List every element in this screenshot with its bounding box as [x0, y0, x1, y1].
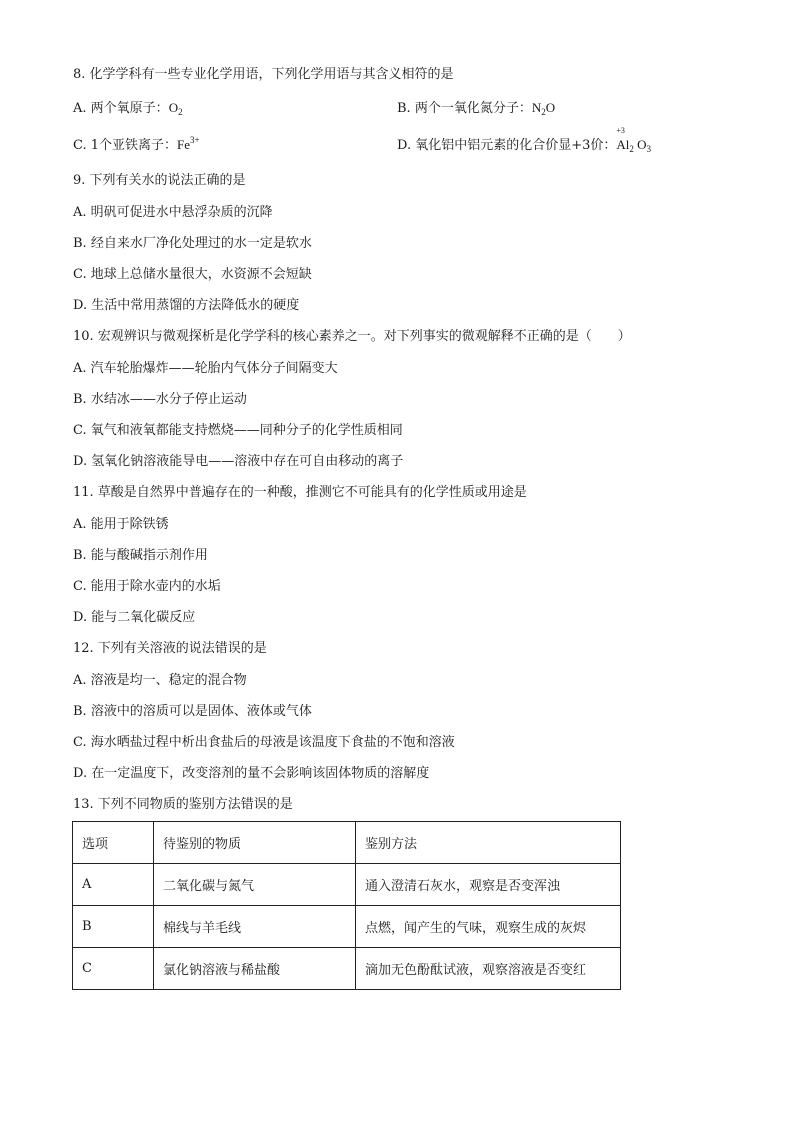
q12-option-a: A. 溶液是均一、稳定的混合物 [73, 673, 247, 688]
option-label: C. [73, 138, 87, 153]
q10-option-c: C. 氧气和液氧都能支持燃烧——同种分子的化学性质相同 [73, 423, 403, 438]
table-cell: 棉线与羊毛线 [154, 906, 356, 948]
table-header-cell: 选项 [73, 822, 154, 864]
q11-option-c: C. 能用于除水壶内的水垢 [73, 579, 221, 594]
q8-option-b [397, 99, 555, 118]
formula: $O_2$ [168, 100, 183, 117]
q11-stem: 11. 草酸是自然界中普遍存在的一种酸，推测它不可能具有的化学性质或用途是 [73, 485, 527, 500]
table-cell: 氯化钠溶液与稀盐酸 [154, 948, 356, 990]
formula: $N_2O$ [531, 100, 556, 117]
table-row [73, 906, 621, 948]
q10-option-a: A. 汽车轮胎爆炸——轮胎内气体分子间隔变大 [73, 361, 338, 376]
formula: +3 $Al_2$ $O_3$ [616, 126, 652, 154]
q13-stem: 13. 下列不同物质的鉴别方法错误的是 [73, 797, 293, 812]
option-label: A. [73, 101, 87, 116]
table-row [73, 864, 621, 906]
option-text: 1个亚铁离子： [90, 138, 178, 153]
formula: $Fe^{3+}$ [177, 135, 200, 152]
option-text: 两个氧原子： [90, 101, 169, 116]
table-cell: C [73, 948, 154, 990]
q9-option-d: D. 生活中常用蒸馏的方法降低水的硬度 [73, 298, 300, 313]
q10-stem: 10. 宏观辨识与微观探析是化学学科的核心素养之一。对下列事实的微观解释不正确的是（ ） [73, 329, 631, 344]
table-header-cell: 鉴别方法 [356, 822, 621, 864]
q10-option-d: D. 氢氧化钠溶液能导电——溶液中存在可自由移动的离子 [73, 454, 404, 469]
table-row [73, 948, 621, 990]
q9-option-b: B. 经自来水厂净化处理过的水一定是软水 [73, 236, 312, 251]
table-cell: A [73, 864, 154, 906]
table-header-row [73, 822, 621, 864]
option-text: 两个一氧化氮分子： [414, 101, 532, 116]
q11-option-a: A. 能用于除铁锈 [73, 517, 169, 532]
table-cell: 滴加无色酚酞试液，观察溶液是否变红 [356, 948, 621, 990]
q8-option-d [397, 126, 652, 155]
q12-option-c: C. 海水晒盐过程中析出食盐后的母液是该温度下食盐的不饱和溶液 [73, 735, 455, 750]
q8-option-c [73, 136, 200, 155]
q9-option-c: C. 地球上总储水量很大，水资源不会短缺 [73, 267, 312, 282]
q10-option-b: B. 水结冰——水分子停止运动 [73, 392, 247, 407]
q8-stem: 8. 化学学科有一些专业化学用语，下列化学用语与其含义相符的是 [73, 67, 454, 82]
q12-option-b: B. 溶液中的溶质可以是固体、液体或气体 [73, 704, 312, 719]
q11-option-d: D. 能与二氧化碳反应 [73, 610, 196, 625]
table-cell: B [73, 906, 154, 948]
option-label: D. [397, 138, 412, 153]
q12-option-d: D. 在一定温度下，改变溶剂的量不会影响该固体物质的溶解度 [73, 766, 430, 781]
q9-option-a: A. 明矾可促进水中悬浮杂质的沉降 [73, 205, 273, 220]
q11-option-b: B. 能与酸碱指示剂作用 [73, 548, 208, 563]
table-cell: 点燃，闻产生的气味，观察生成的灰烬 [356, 906, 621, 948]
q12-stem: 12. 下列有关溶液的说法错误的是 [73, 641, 267, 656]
table-header-cell: 待鉴别的物质 [154, 822, 356, 864]
option-text: 氧化铝中铝元素的化合价显+3价： [415, 138, 617, 153]
q9-stem: 9. 下列有关水的说法正确的是 [73, 173, 246, 188]
q13-table [72, 821, 621, 990]
table-cell: 通入澄清石灰水，观察是否变浑浊 [356, 864, 621, 906]
table-cell: 二氧化碳与氮气 [154, 864, 356, 906]
option-label: B. [397, 101, 411, 116]
q8-option-a [73, 99, 183, 118]
